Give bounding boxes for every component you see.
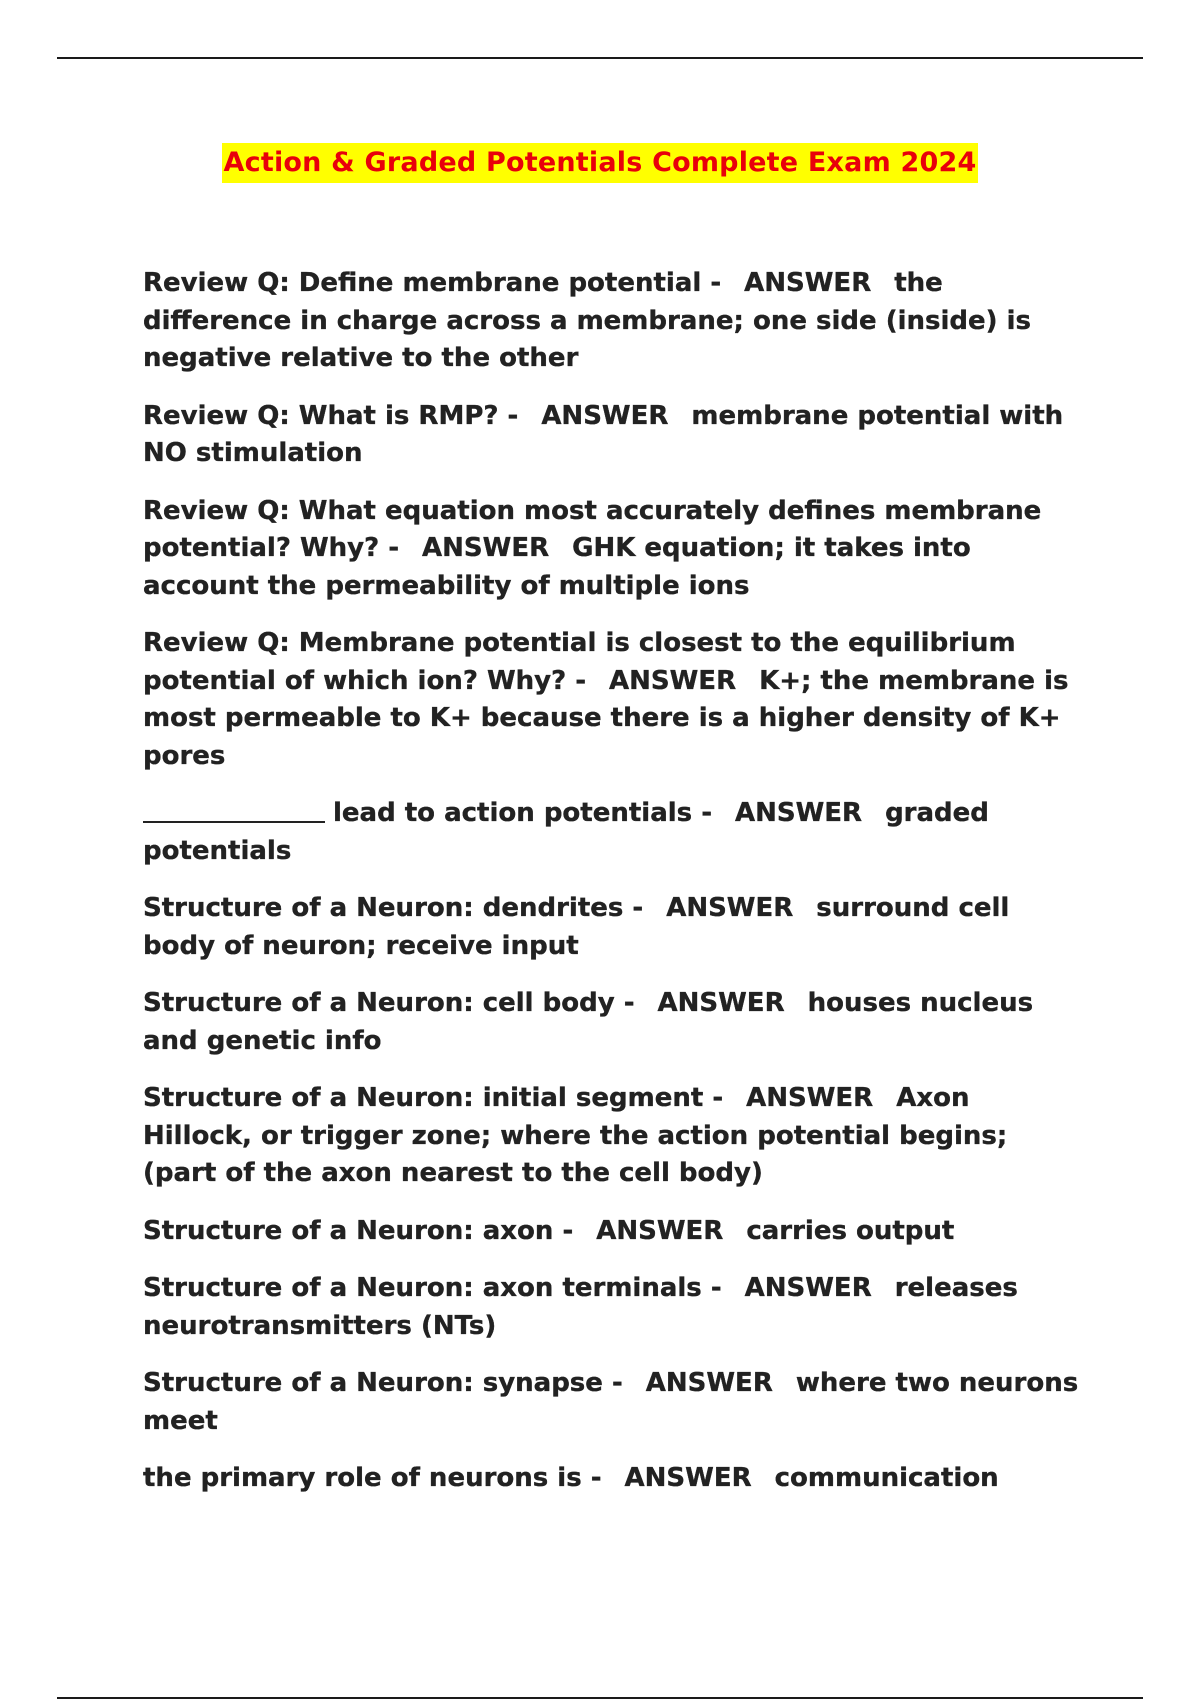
question-text: Structure of a Neuron: initial segment - bbox=[143, 1083, 724, 1113]
answer-label: ANSWER bbox=[422, 533, 550, 563]
question-text: Review Q: Define membrane potential - bbox=[143, 268, 722, 298]
question-text: Review Q: What equation most accurately defines membrane potential? Why? - bbox=[143, 495, 1042, 563]
question-text: lead to action potentials - bbox=[333, 798, 712, 828]
answer-text: houses nucleus and genetic info bbox=[143, 988, 1034, 1056]
question-text: Review Q: What is RMP? - bbox=[143, 400, 519, 431]
answer-text: graded potentials bbox=[143, 798, 989, 866]
answer-text: releases neurotransmitters (NTs) bbox=[143, 1273, 1018, 1341]
question-text: the primary role of neurons is - bbox=[143, 1463, 602, 1493]
title-container bbox=[0, 143, 1200, 183]
answer-label: ANSWER bbox=[645, 1368, 773, 1398]
question-text: Review Q: Membrane potential is closest to the equilibrium potential of which ion? Why? - bbox=[143, 628, 1016, 696]
bottom-rule bbox=[57, 1697, 1143, 1699]
answer-label: ANSWER bbox=[734, 798, 863, 828]
top-rule bbox=[57, 57, 1143, 59]
question-text: Structure of a Neuron: axon terminals - bbox=[143, 1273, 722, 1303]
qa-item bbox=[143, 493, 1083, 606]
fill-in-blank bbox=[143, 795, 325, 823]
answer-label: ANSWER bbox=[609, 665, 737, 696]
answer-label: ANSWER bbox=[624, 1463, 752, 1493]
qa-item bbox=[143, 1213, 1083, 1251]
answer-text: where two neurons meet bbox=[143, 1368, 1079, 1436]
qa-item bbox=[143, 398, 1083, 473]
document-title: Action & Graded Potentials Complete Exam 2024 bbox=[222, 143, 979, 183]
answer-label: ANSWER bbox=[657, 988, 785, 1018]
qa-item bbox=[143, 625, 1083, 775]
answer-text: the difference in charge across a membrane; one side (inside) is negative relative to the other bbox=[143, 268, 1031, 373]
question-text: Structure of a Neuron: dendrites - bbox=[143, 893, 644, 923]
answer-label: ANSWER bbox=[541, 400, 669, 431]
qa-item bbox=[143, 890, 1083, 965]
qa-item bbox=[143, 1270, 1083, 1345]
answer-label: ANSWER bbox=[744, 268, 872, 298]
answer-text: GHK equation; it takes into account the permeability of multiple ions bbox=[143, 533, 971, 601]
question-text: Structure of a Neuron: synapse - bbox=[143, 1368, 623, 1398]
answer-label: ANSWER bbox=[666, 893, 794, 923]
qa-item bbox=[143, 1365, 1083, 1440]
qa-item bbox=[143, 1460, 1083, 1498]
answer-text: K+; the membrane is most permeable to K+ because there is a higher density of K+ pores bbox=[143, 665, 1069, 771]
question-text: Structure of a Neuron: axon - bbox=[143, 1215, 574, 1246]
answer-text: Axon Hillock, or trigger zone; where the action potential begins; (part of the axon nearest to the cell body) bbox=[143, 1083, 1008, 1188]
answer-label: ANSWER bbox=[596, 1215, 724, 1246]
qa-item bbox=[143, 985, 1083, 1060]
answer-text: carries output bbox=[746, 1215, 955, 1246]
answer-text: communication bbox=[774, 1463, 999, 1493]
answer-label: ANSWER bbox=[744, 1273, 872, 1303]
qa-item bbox=[143, 265, 1083, 378]
qa-list bbox=[143, 265, 1083, 1518]
qa-item bbox=[143, 795, 1083, 870]
question-text: Structure of a Neuron: cell body - bbox=[143, 988, 635, 1018]
answer-label: ANSWER bbox=[746, 1083, 874, 1113]
qa-item bbox=[143, 1080, 1083, 1193]
answer-text: surround cell body of neuron; receive input bbox=[143, 893, 1010, 961]
answer-text: membrane potential with NO stimulation bbox=[143, 400, 1064, 468]
